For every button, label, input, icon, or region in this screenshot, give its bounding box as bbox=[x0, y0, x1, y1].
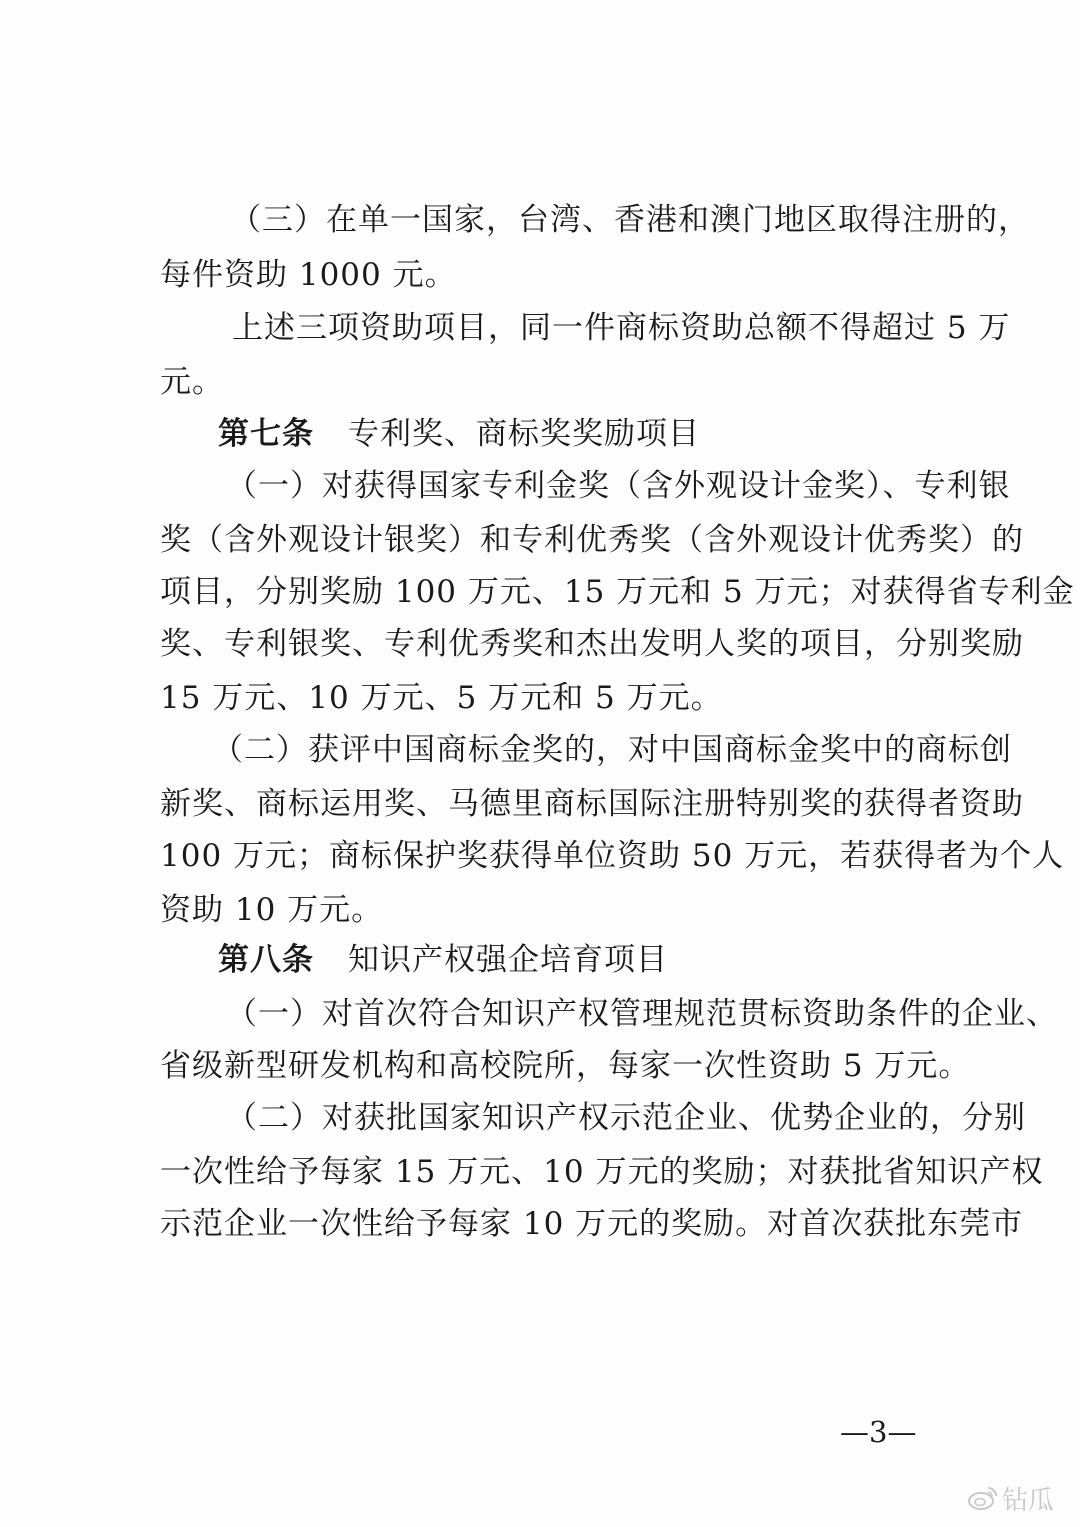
watermark bbox=[968, 1478, 1054, 1518]
paragraph-line: 资助 10 万元。 bbox=[160, 892, 384, 928]
article-subject: 知识产权强企培育项目 bbox=[348, 942, 668, 978]
article-heading bbox=[0, 940, 1080, 980]
paragraph-line: （一）对获得国家专利金奖（含外观设计金奖）、专利银 bbox=[226, 468, 1011, 504]
paragraph-line: 新奖、商标运用奖、马德里商标国际注册特别奖的获得者资助 bbox=[160, 786, 1024, 822]
weibo-icon bbox=[968, 1485, 998, 1511]
paragraph-line: 奖、专利银奖、专利优秀奖和杰出发明人奖的项目，分别奖励 bbox=[160, 626, 1024, 662]
paragraph-line: （二）对获批国家知识产权示范企业、优势企业的，分别 bbox=[226, 1100, 1026, 1136]
paragraph-line: （二）获评中国商标金奖的，对中国商标金奖中的商标创 bbox=[212, 732, 1012, 768]
paragraph-line: （三）在单一国家，台湾、香港和澳门地区取得注册的， bbox=[230, 202, 1030, 238]
article-subject: 专利奖、商标奖奖励项目 bbox=[348, 416, 700, 452]
paragraph-line: 每件资助 1000 元。 bbox=[160, 257, 457, 293]
page-number: —3— bbox=[840, 1415, 917, 1449]
paragraph-line: 项目，分别奖励 100 万元、15 万元和 5 万元；对获得省专利金 bbox=[160, 574, 1075, 610]
paragraph-line: 上述三项资助项目，同一件商标资助总额不得超过 5 万 bbox=[232, 310, 1011, 346]
article-number: 第七条 bbox=[218, 416, 314, 452]
paragraph-line: 元。 bbox=[160, 364, 224, 400]
paragraph-line: 15 万元、10 万元、5 万元和 5 万元。 bbox=[160, 680, 723, 716]
paragraph-line: 示范企业一次性给予每家 10 万元的奖励。对首次获批东莞市 bbox=[160, 1206, 1024, 1242]
article-number: 第八条 bbox=[218, 942, 314, 978]
paragraph-line: 省级新型研发机构和高校院所，每家一次性资助 5 万元。 bbox=[160, 1048, 971, 1084]
paragraph-line: 奖（含外观设计银奖）和专利优秀奖（含外观设计优秀奖）的 bbox=[160, 522, 1024, 558]
watermark-text: 钻瓜 bbox=[1002, 1485, 1055, 1516]
article-heading bbox=[0, 414, 1080, 454]
paragraph-line: 100 万元；商标保护奖获得单位资助 50 万元，若获得者为个人 bbox=[160, 838, 1065, 874]
paragraph-line: （一）对首次符合知识产权管理规范贯标资助条件的企业、 bbox=[226, 996, 1058, 1032]
paragraph-line: 一次性给予每家 15 万元、10 万元的奖励；对获批省知识产权 bbox=[160, 1154, 1044, 1190]
